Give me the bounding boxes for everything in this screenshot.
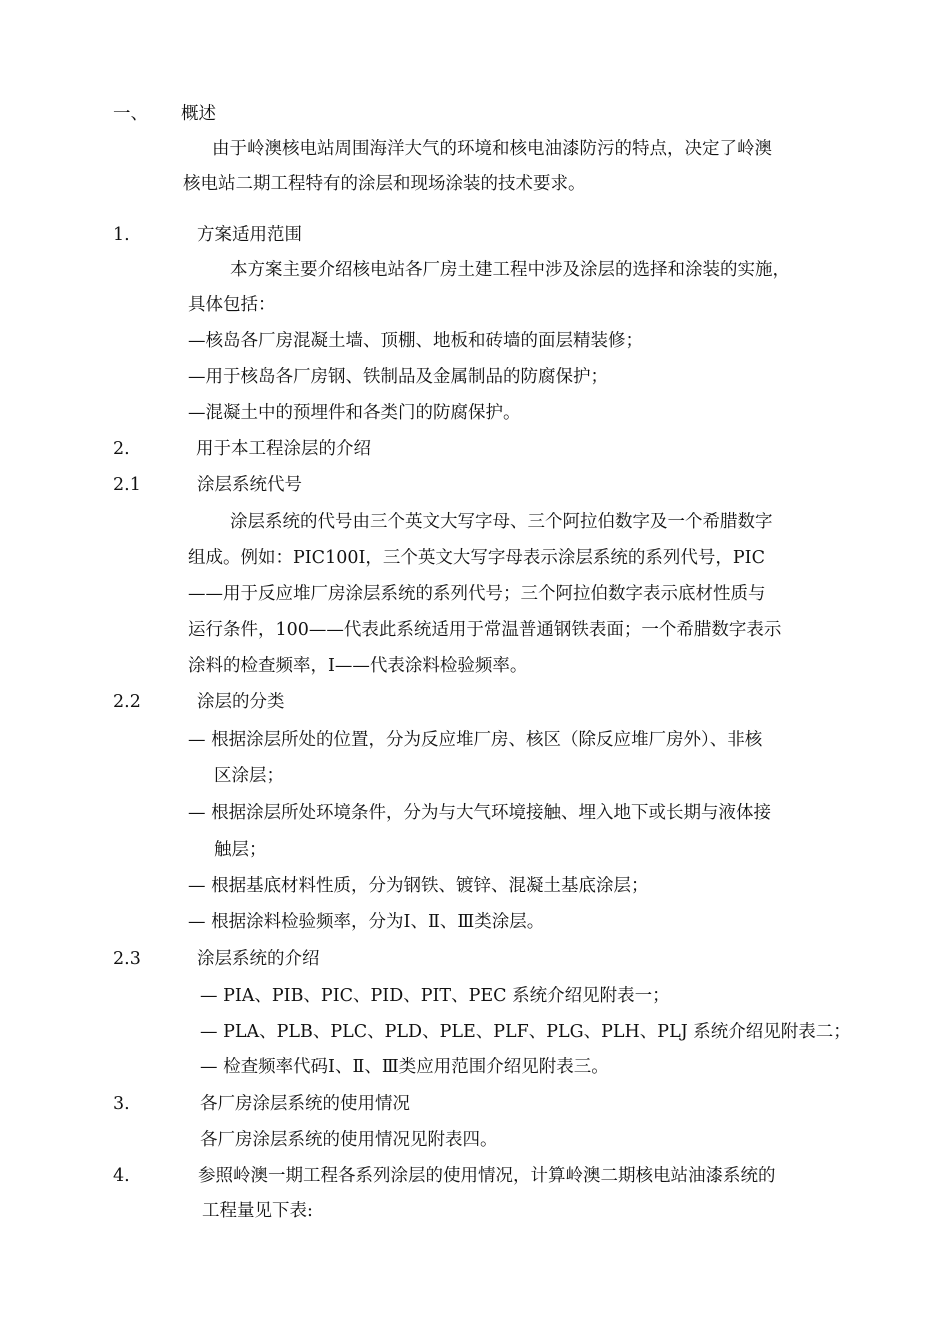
classification-bullet-2-line-2: 触层； [214,840,267,860]
scope-bullet: —用于核岛各厂房钢、铁制品及金属制品的防腐保护； [188,367,608,387]
scope-intro-line-2: 具体包括： [188,295,276,315]
heading-usage: 各厂房涂层系统的使用情况 [200,1094,410,1114]
overview-paragraph-line-2: 核电站二期工程特有的涂层和现场涂装的技术要求。 [183,174,586,194]
classification-bullet-1-line-1: — 根据涂层所处的位置，分为反应堆厂房、核区（除反应堆厂房外）、非核 [188,730,763,750]
scope-intro-line-1: 本方案主要介绍核电站各厂房土建工程中涉及涂层的选择和涂装的实施， [230,260,790,280]
classification-bullet-3: — 根据基底材料性质，分为钢铁、镀锌、混凝土基底涂层； [188,876,649,896]
coating-code-line: 组成。例如：PIC100I，三个英文大写字母表示涂层系统的系列代号，PIC [188,548,765,568]
section-number-1: 一、 [113,104,148,124]
quantity-line-2: 工程量见下表: [202,1201,313,1221]
heading-number-2: 2. [113,439,130,459]
heading-number-2-1: 2.1 [113,475,141,495]
heading-coating-classification: 涂层的分类 [197,692,285,712]
scope-bullet: —混凝土中的预埋件和各类门的防腐保护。 [188,403,521,423]
heading-coating-code: 涂层系统代号 [197,475,302,495]
system-intro-bullet: — 检查频率代码Ⅰ、Ⅱ、Ⅲ类应用范围介绍见附表三。 [200,1057,609,1077]
coating-code-line: 运行条件，100——代表此系统适用于常温普通钢铁表面；一个希腊数字表示 [188,620,782,640]
heading-number-2-2: 2.2 [113,692,141,712]
section-title-overview: 概述 [181,104,216,124]
overview-paragraph-line-1: 由于岭澳核电站周围海洋大气的环境和核电油漆防污的特点，决定了岭澳 [212,139,772,159]
classification-bullet-1-line-2: 区涂层； [214,766,284,786]
classification-bullet-2-line-1: — 根据涂层所处环境条件，分为与大气环境接触、埋入地下或长期与液体接 [188,803,772,823]
heading-number-3: 3. [113,1094,130,1114]
usage-body: 各厂房涂层系统的使用情况见附表四。 [200,1130,498,1150]
classification-bullet-4: — 根据涂料检验频率，分为Ⅰ、Ⅱ、Ⅲ类涂层。 [188,912,545,932]
heading-scope: 方案适用范围 [197,225,302,245]
coating-code-line: ——用于反应堆厂房涂层系统的系列代号；三个阿拉伯数字表示底材性质与 [188,584,766,604]
system-intro-bullet: — PIA、PIB、PIC、PID、PIT、PEC 系统介绍见附表一； [200,986,670,1006]
system-intro-bullet: — PLA、PLB、PLC、PLD、PLE、PLF、PLG、PLH、PLJ 系统介绍见附表二； [200,1022,851,1042]
scope-bullet: —核岛各厂房混凝土墙、顶棚、地板和砖墙的面层精装修； [188,331,643,351]
heading-coating-system-intro: 涂层系统的介绍 [197,949,320,969]
coating-code-line: 涂料的检查频率，I——代表涂料检验频率。 [188,656,528,676]
heading-number-4: 4. [113,1166,130,1186]
heading-coating-intro: 用于本工程涂层的介绍 [196,439,371,459]
quantity-line-1: 参照岭澳一期工程各系列涂层的使用情况，计算岭澳二期核电站油漆系统的 [198,1166,776,1186]
coating-code-line: 涂层系统的代号由三个英文大写字母、三个阿拉伯数字及一个希腊数字 [230,512,773,532]
heading-number-2-3: 2.3 [113,949,141,969]
heading-number-1: 1. [113,225,130,245]
